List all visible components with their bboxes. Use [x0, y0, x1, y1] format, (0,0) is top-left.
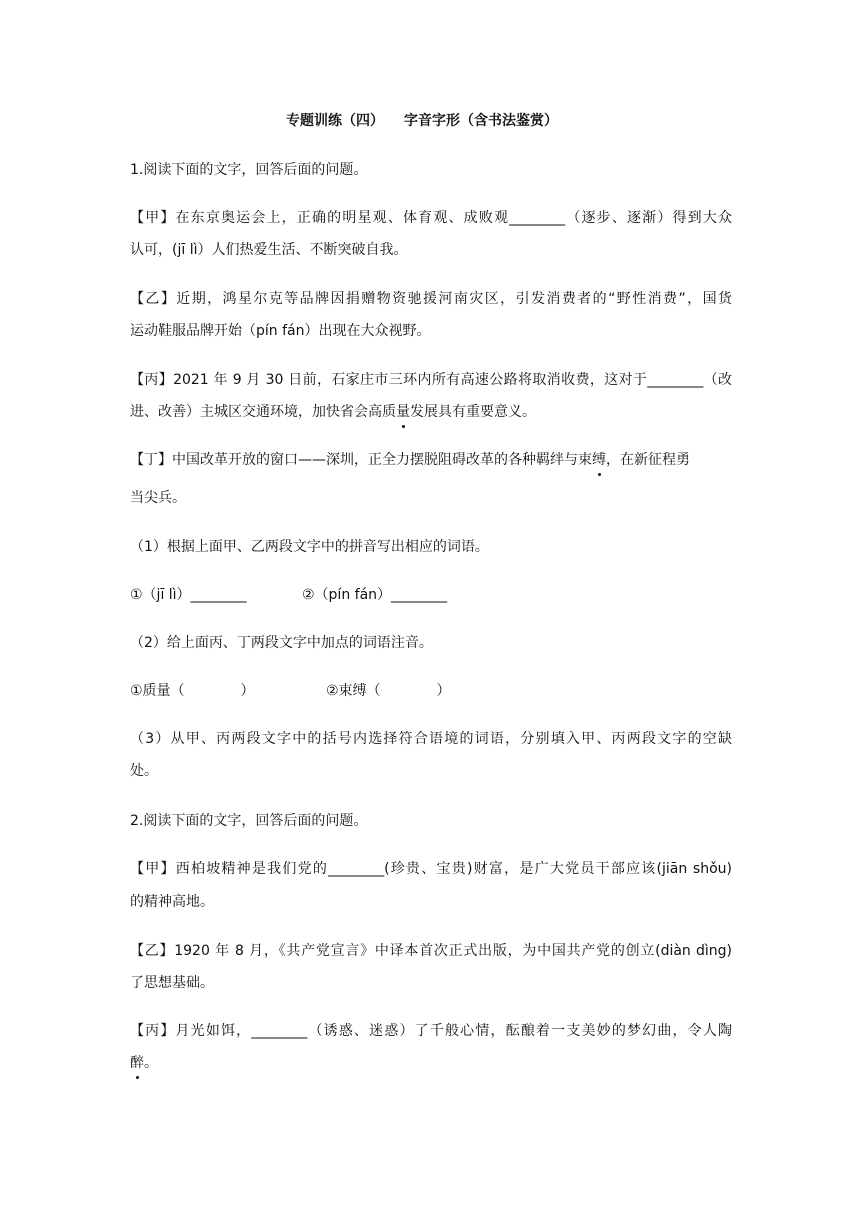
page-title	[286, 110, 860, 132]
q2-jia-line1: 【甲】西柏坡精神是我们党的________(珍贵、宝贵)财富，是广大党员干部应该(jiān shǒu)	[130, 861, 732, 877]
q1-sub1: （1）根据上面甲、乙两段文字中的拼音写出相应的词语。	[130, 539, 489, 555]
answer-zhiliang: ①质量（ ）	[130, 683, 255, 699]
q1-ding-line2: 当尖兵。	[130, 490, 186, 506]
q1-bing-line2-b: 发展具有重要意义。	[410, 404, 536, 420]
answer-blank-pinfan: ②（pín fán）________	[302, 587, 448, 603]
q1-ding-line1-a: 【丁】中国改革开放的窗口——深圳，正全力摆脱阻碍改革的各种羁绊与束	[130, 452, 592, 468]
q2-bing-line2	[130, 1052, 732, 1074]
q1-bing-line2-a: 进、改善）主城区交通环境，加快省会高质	[130, 404, 396, 420]
q1-sub2-answers	[130, 680, 732, 702]
title-part1: 专题训练（四）	[286, 113, 384, 129]
answer-blank-jili: ①（jī lì）________	[130, 587, 247, 603]
q1-sub2: （2）给上面丙、丁两段文字中加点的词语注音。	[130, 635, 433, 651]
q2-jia-line2: 的精神高地。	[130, 894, 214, 910]
q1-bing-line1: 【丙】2021 年 9 月 30 日前，石家庄市三环内所有高速公路将取消收费，这对于________（改	[130, 372, 732, 388]
q2-bing-line1: 【丙】月光如饵，________（诱惑、迷惑）了千般心情，酝酿着一支美妙的梦幻曲，令人陶	[130, 1023, 732, 1039]
q1-yi-line2: 运动鞋服品牌开始（pín fán）出现在大众视野。	[130, 323, 431, 339]
q1-bing-line2	[130, 401, 732, 423]
q1-jia-line2: 认可，(jī lì）人们热爱生活、不断突破自我。	[130, 242, 408, 258]
q1-intro: 1.阅读下面的文字，回答后面的问题。	[130, 162, 368, 178]
q1-sub3-line1: （3）从甲、丙两段文字中的括号内选择符合语境的词语，分别填入甲、丙两段文字的空缺	[130, 731, 732, 747]
dotted-char-liang: 量	[396, 401, 410, 423]
q1-sub1-answers	[130, 584, 732, 606]
dotted-char-fu: 缚	[592, 449, 606, 471]
title-part2: 字音字形（含书法鉴赏）	[404, 113, 558, 129]
dotted-char-zui: 醉	[130, 1052, 144, 1074]
q1-yi-line1: 【乙】近期，鸿星尔克等品牌因捐赠物资驰援河南灾区，引发消费者的“野性消费”，国货	[130, 291, 732, 307]
q1-sub3-line2: 处。	[130, 763, 158, 779]
q2-bing-line2-b: 。	[144, 1055, 158, 1071]
q2-intro: 2.阅读下面的文字，回答后面的问题。	[130, 813, 368, 829]
q2-yi-line1: 【乙】1920 年 8 月，《共产党宣言》中译本首次正式出版，为中国共产党的创立(diàn dìng)	[130, 943, 732, 959]
answer-shufu: ②束缚（ ）	[326, 683, 451, 699]
q1-jia-line1: 【甲】在东京奥运会上，正确的明星观、体育观、成败观________（逐步、逐渐）得到大众	[130, 210, 732, 226]
q1-ding-line1	[130, 449, 732, 471]
q1-ding-line1-b: ，在新征程勇	[606, 452, 690, 468]
q2-yi-line2: 了思想基础。	[130, 975, 214, 991]
